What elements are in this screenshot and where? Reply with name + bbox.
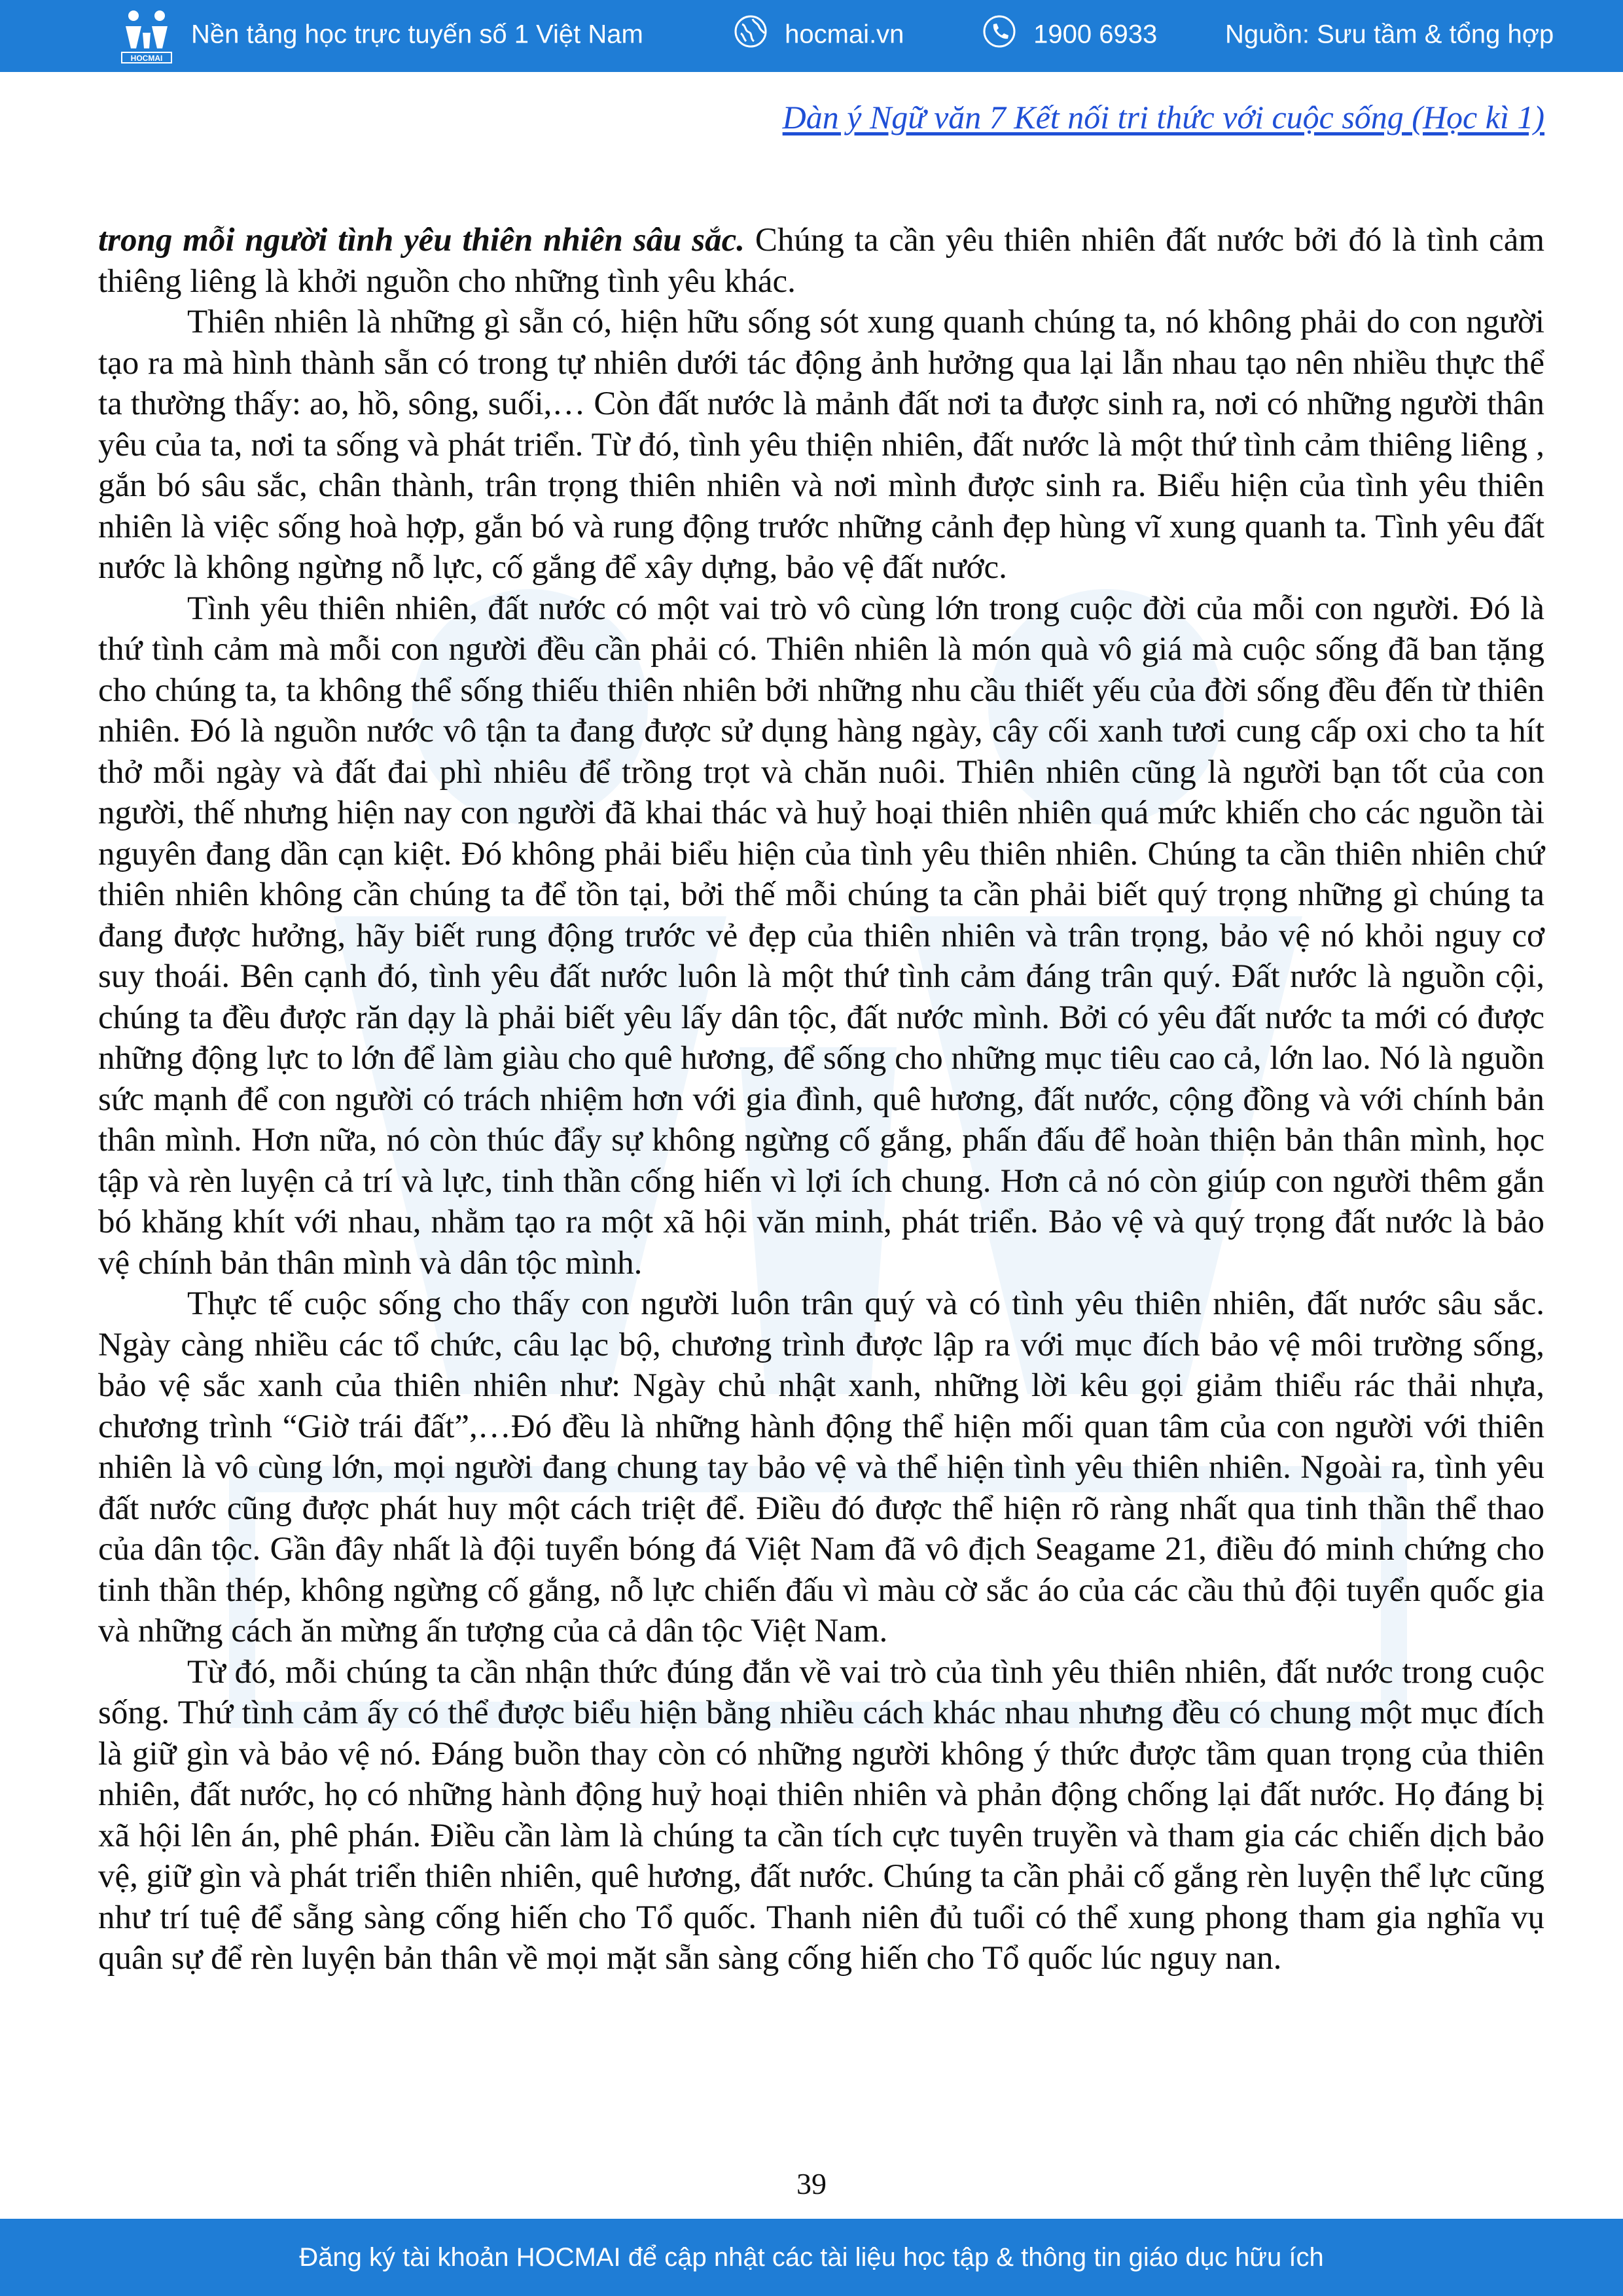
hocmai-logo-icon[interactable]: [119, 7, 174, 65]
footer-text[interactable]: Đăng ký tài khoản HOCMAI để cập nhật các tài liệu học tập & thông tin giáo dục hữu ích: [299, 2243, 1324, 2272]
header-source: [1225, 0, 1554, 72]
paragraph-1: [98, 220, 1544, 302]
paragraph-5: Từ đó, mỗi chúng ta cần nhận thức đúng đắn về vai trò của tình yêu thiên nhiên, đất nước trong cuộc sống. Thứ tình cảm ấy có thể được biểu hiện bằng nhiều cách khác nhau nhưng đều có chung một mục đích là giữ gìn và bảo vệ nó. Đáng buồn thay còn có những người không ý thức được tầm quan trọng của thiên nhiên, đất nước, họ có những hành động huỷ hoại thiên nhiên và phản động chống lại đất nước. Họ đáng bị xã hội lên án, phê phán. Điều cần làm là chúng ta cần tích cực tuyên truyền và tham gia các chiến dịch bảo vệ, giữ gìn và phát triển thiên nhiên, quê hương, đất nước. Chúng ta cần phải cố gắng rèn luyện thể lực cũng như trí tuệ để sẵng sàng cống hiến cho Tổ quốc. Thanh niên đủ tuổi có thể xung phong tham gia nghĩa vụ quân sự để rèn luyện bản thân về mọi mặt sẵn sàng cống hiến cho Tổ quốc lúc nguy nan.: [98, 1653, 1544, 1977]
page-number: 39: [796, 2167, 827, 2200]
header-website[interactable]: [733, 0, 904, 72]
paragraph-4: Thực tế cuộc sống cho thấy con người luôn trân quý và có tình yêu thiên nhiên, đất nước sâu sắc. Ngày càng nhiều các tổ chức, câu lạc bộ, chương trình được lập ra với mục đích bảo vệ môi trường sống, bảo vệ sắc xanh của thiên nhiên như: Ngày chủ nhật xanh, những lời kêu gọi giảm thiểu rác thải nhựa, chương trình “Giờ trái đất”,…Đó đều là những hành động thể hiện mối quan tâm của con người với thiên nhiên là vô cùng lớn, mọi người đang chung tay bảo vệ và thể hiện tình yêu thiên nhiên. Ngoài ra, tình yêu đất nước cũng được phát huy một cách triệt để. Điều đó được thể hiện rõ ràng nhất qua tinh thần thể thao của dân tộc. Gần đây nhất là đội tuyển bóng đá Việt Nam đã vô địch Seagame 21, điều đó minh chứng cho tinh thần thép, không ngừng cố gắng, nỗ lực chiến đấu vì màu cờ sắc áo của các cầu thủ đội tuyển quốc gia và những cách ăn mừng ấn tượng của cả dân tộc Việt Nam.: [98, 1285, 1544, 1649]
website-link[interactable]: hocmai.vn: [785, 20, 904, 49]
phone-number[interactable]: 1900 6933: [1033, 20, 1158, 49]
footer-banner[interactable]: [0, 2219, 1623, 2296]
paragraph-1-lead: trong mỗi người tình yêu thiên nhiên sâu sắc.: [98, 222, 745, 259]
header-slogan: [191, 0, 643, 72]
phone-icon: [982, 14, 1017, 49]
logo-text: HOCMAI: [130, 54, 163, 63]
top-banner: [0, 0, 1623, 72]
paragraph-3: Tình yêu thiên nhiên, đất nước có một vai trò vô cùng lớn trong cuộc đời của mỗi con người. Đó là thứ tình cảm mà mỗi con người đều cần phải có. Thiên nhiên là món quà vô giá mà cuộc sống đã ban tặng cho chúng ta, ta không thể sống thiếu thiên nhiên bởi những nhu cầu thiết yếu của đời sống đều đến từ thiên nhiên. Đó là nguồn nước vô tận ta đang được sử dụng hàng ngày, cây cối xanh tươi cung cấp oxi cho ta hít thở mỗi ngày và đất đai phì nhiêu để trồng trọt và chăn nuôi. Thiên nhiên cũng là người bạn tốt của con người, thế nhưng hiện nay con người đã khai thác và huỷ hoại thiên nhiên quá mức khiến cho các nguồn tài nguyên đang dần cạn kiệt. Đó không phải biểu hiện của tình yêu thiên nhiên. Chúng ta cần thiên nhiên chứ thiên nhiên không cần chúng ta để tồn tại, bởi thế mỗi chúng ta cần phải biết quý trọng những gì chúng ta đang được hưởng, hãy biết rung động trước vẻ đẹp của thiên nhiên và trân trọng, bảo vệ nó khỏi nguy cơ suy thoái. Bên cạnh đó, tình yêu đất nước luôn là một thứ tình cảm đáng trân quý. Đất nước là nguồn cội, chúng ta đều được răn dạy là phải biết yêu lấy dân tộc, đất nước mình. Bởi có yêu đất nước ta mới có được những động lực to lớn để làm giàu cho quê hương, để sống cho những mục tiêu cao cả, lớn lao. Nó là nguồn sức mạnh để con người có trách nhiệm hơn với gia đình, quê hương, đất nước, cộng đồng và với chính bản thân mình. Hơn nữa, nó còn thúc đẩy sự không ngừng cố gắng, phấn đấu để hoàn thiện bản thân mình, học tập và rèn luyện cả trí và lực, tinh thần cống hiến vì lợi ích chung. Hơn cả nó còn giúp con người thêm gắn bó khăng khít với nhau, nhằm tạo ra một xã hội văn minh, phát triển. Bảo vệ và quý trọng đất nước là bảo vệ chính bản thân mình và dân tộc mình.: [98, 590, 1544, 1282]
paragraph-1-text: Chúng ta cần yêu thiên nhiên đất nước bởi đó là tình cảm thiêng liêng là khởi nguồn cho những tình yêu khác.: [98, 222, 1545, 300]
paragraph-2: Thiên nhiên là những gì sẵn có, hiện hữu sống sót xung quanh chúng ta, nó không phải do con người tạo ra mà hình thành sẵn có trong tự nhiên dưới tác động ảnh hưởng qua lại lẫn nhau tạo nên nhiều thực thể ta thường thấy: ao, hồ, sông, suối,… Còn đất nước là mảnh đất nơi ta được sinh ra, nơi có những người thân yêu của ta, nơi ta sống và phát triển. Từ đó, tình yêu thiện nhiên, đất nước là một thứ tình cảm thiêng liêng , gắn bó sâu sắc, chân thành, trân trọng thiên nhiên và nơi mình được sinh ra. Biểu hiện của tình yêu thiên nhiên là việc sống hoà hợp, gắn bó và rung động trước những cảnh đẹp hùng vĩ xung quanh ta. Tình yêu đất nước là không ngừng nỗ lực, cố gắng để xây dựng, bảo vệ đất nước.: [98, 304, 1544, 586]
globe-icon: [733, 14, 768, 49]
document-title[interactable]: Dàn ý Ngữ văn 7 Kết nối tri thức với cuộc sống (Học kì 1): [782, 99, 1544, 135]
header-phone[interactable]: [982, 0, 1157, 72]
document-body: [98, 220, 1544, 1979]
source-text: Nguồn: Sưu tầm & tổng hợp: [1225, 20, 1554, 49]
header-slogan-text: Nền tảng học trực tuyến số 1 Việt Nam: [191, 20, 643, 49]
